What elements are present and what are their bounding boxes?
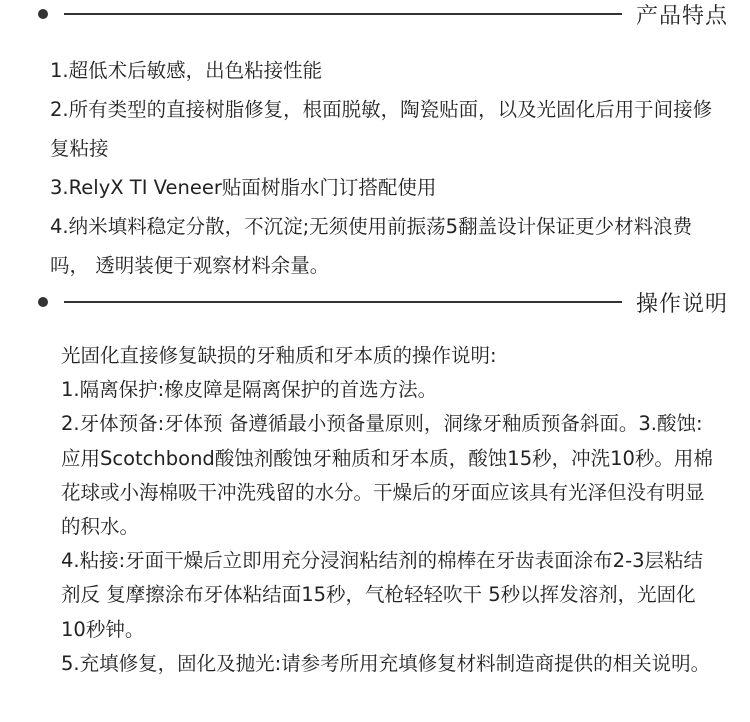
instructions-section-title: 操作说明 — [635, 291, 728, 317]
instructions-intro: 光固化直接修复缺损的牙釉质和牙本质的操作说明: — [61, 344, 497, 367]
features-list — [50, 51, 730, 285]
instructions-section-header — [38, 284, 728, 320]
divider-line — [64, 301, 622, 303]
feature-item-3: 3.RelyX TI Veneer贴面树脂水门订搭配使用 — [50, 176, 437, 199]
feature-item-2: 2.所有类型的直接树脂修复，根面脱敏，陶瓷贴面，以及光固化后用于间接修复粘接 — [50, 98, 713, 160]
features-section-title: 产品特点 — [635, 3, 728, 29]
instruction-step-2-3: 2.牙体预备:牙体预 备遵循最小预备量原则，洞缘牙釉质预备斜面。3.酸蚀:应用Scotchbond酸蚀剂酸蚀牙釉质和牙本质，酸蚀15秒，冲洗10秒。用棉花球或小海棉吸干冲洗残留的水分。干燥后的牙面应该具有光泽但没有明显 的积水。 — [61, 412, 713, 539]
instruction-step-4: 4.粘接:牙面干燥后立即用充分浸润粘结剂的棉棒在牙齿表面涂布2-3层粘结剂反 复摩擦涂布牙体粘结面15秒，气枪轻轻吹干 5秒以挥发溶剂，光固化 10秒钟。 — [61, 549, 704, 641]
feature-item-4: 4.纳米填料稳定分散，不沉淀;无须使用前振荡5翻盖设计保证更少材料浪费吗， 透明装便于观察材料余量。 — [50, 215, 693, 277]
instruction-step-5: 5.充填修复，固化及抛光:请参考所用充填修复材料制造商提供的相关说明。 — [61, 651, 711, 675]
bullet-dot-icon — [38, 297, 48, 307]
instructions-body — [61, 339, 721, 681]
feature-item-1: 1.超低术后敏感，出色粘接性能 — [50, 59, 323, 82]
bullet-dot-icon — [38, 9, 48, 19]
features-section-header — [38, 0, 728, 32]
divider-line — [64, 13, 622, 15]
instruction-step-1: 1.隔离保护:橡皮障是隔离保护的首选方法。 — [61, 378, 438, 402]
